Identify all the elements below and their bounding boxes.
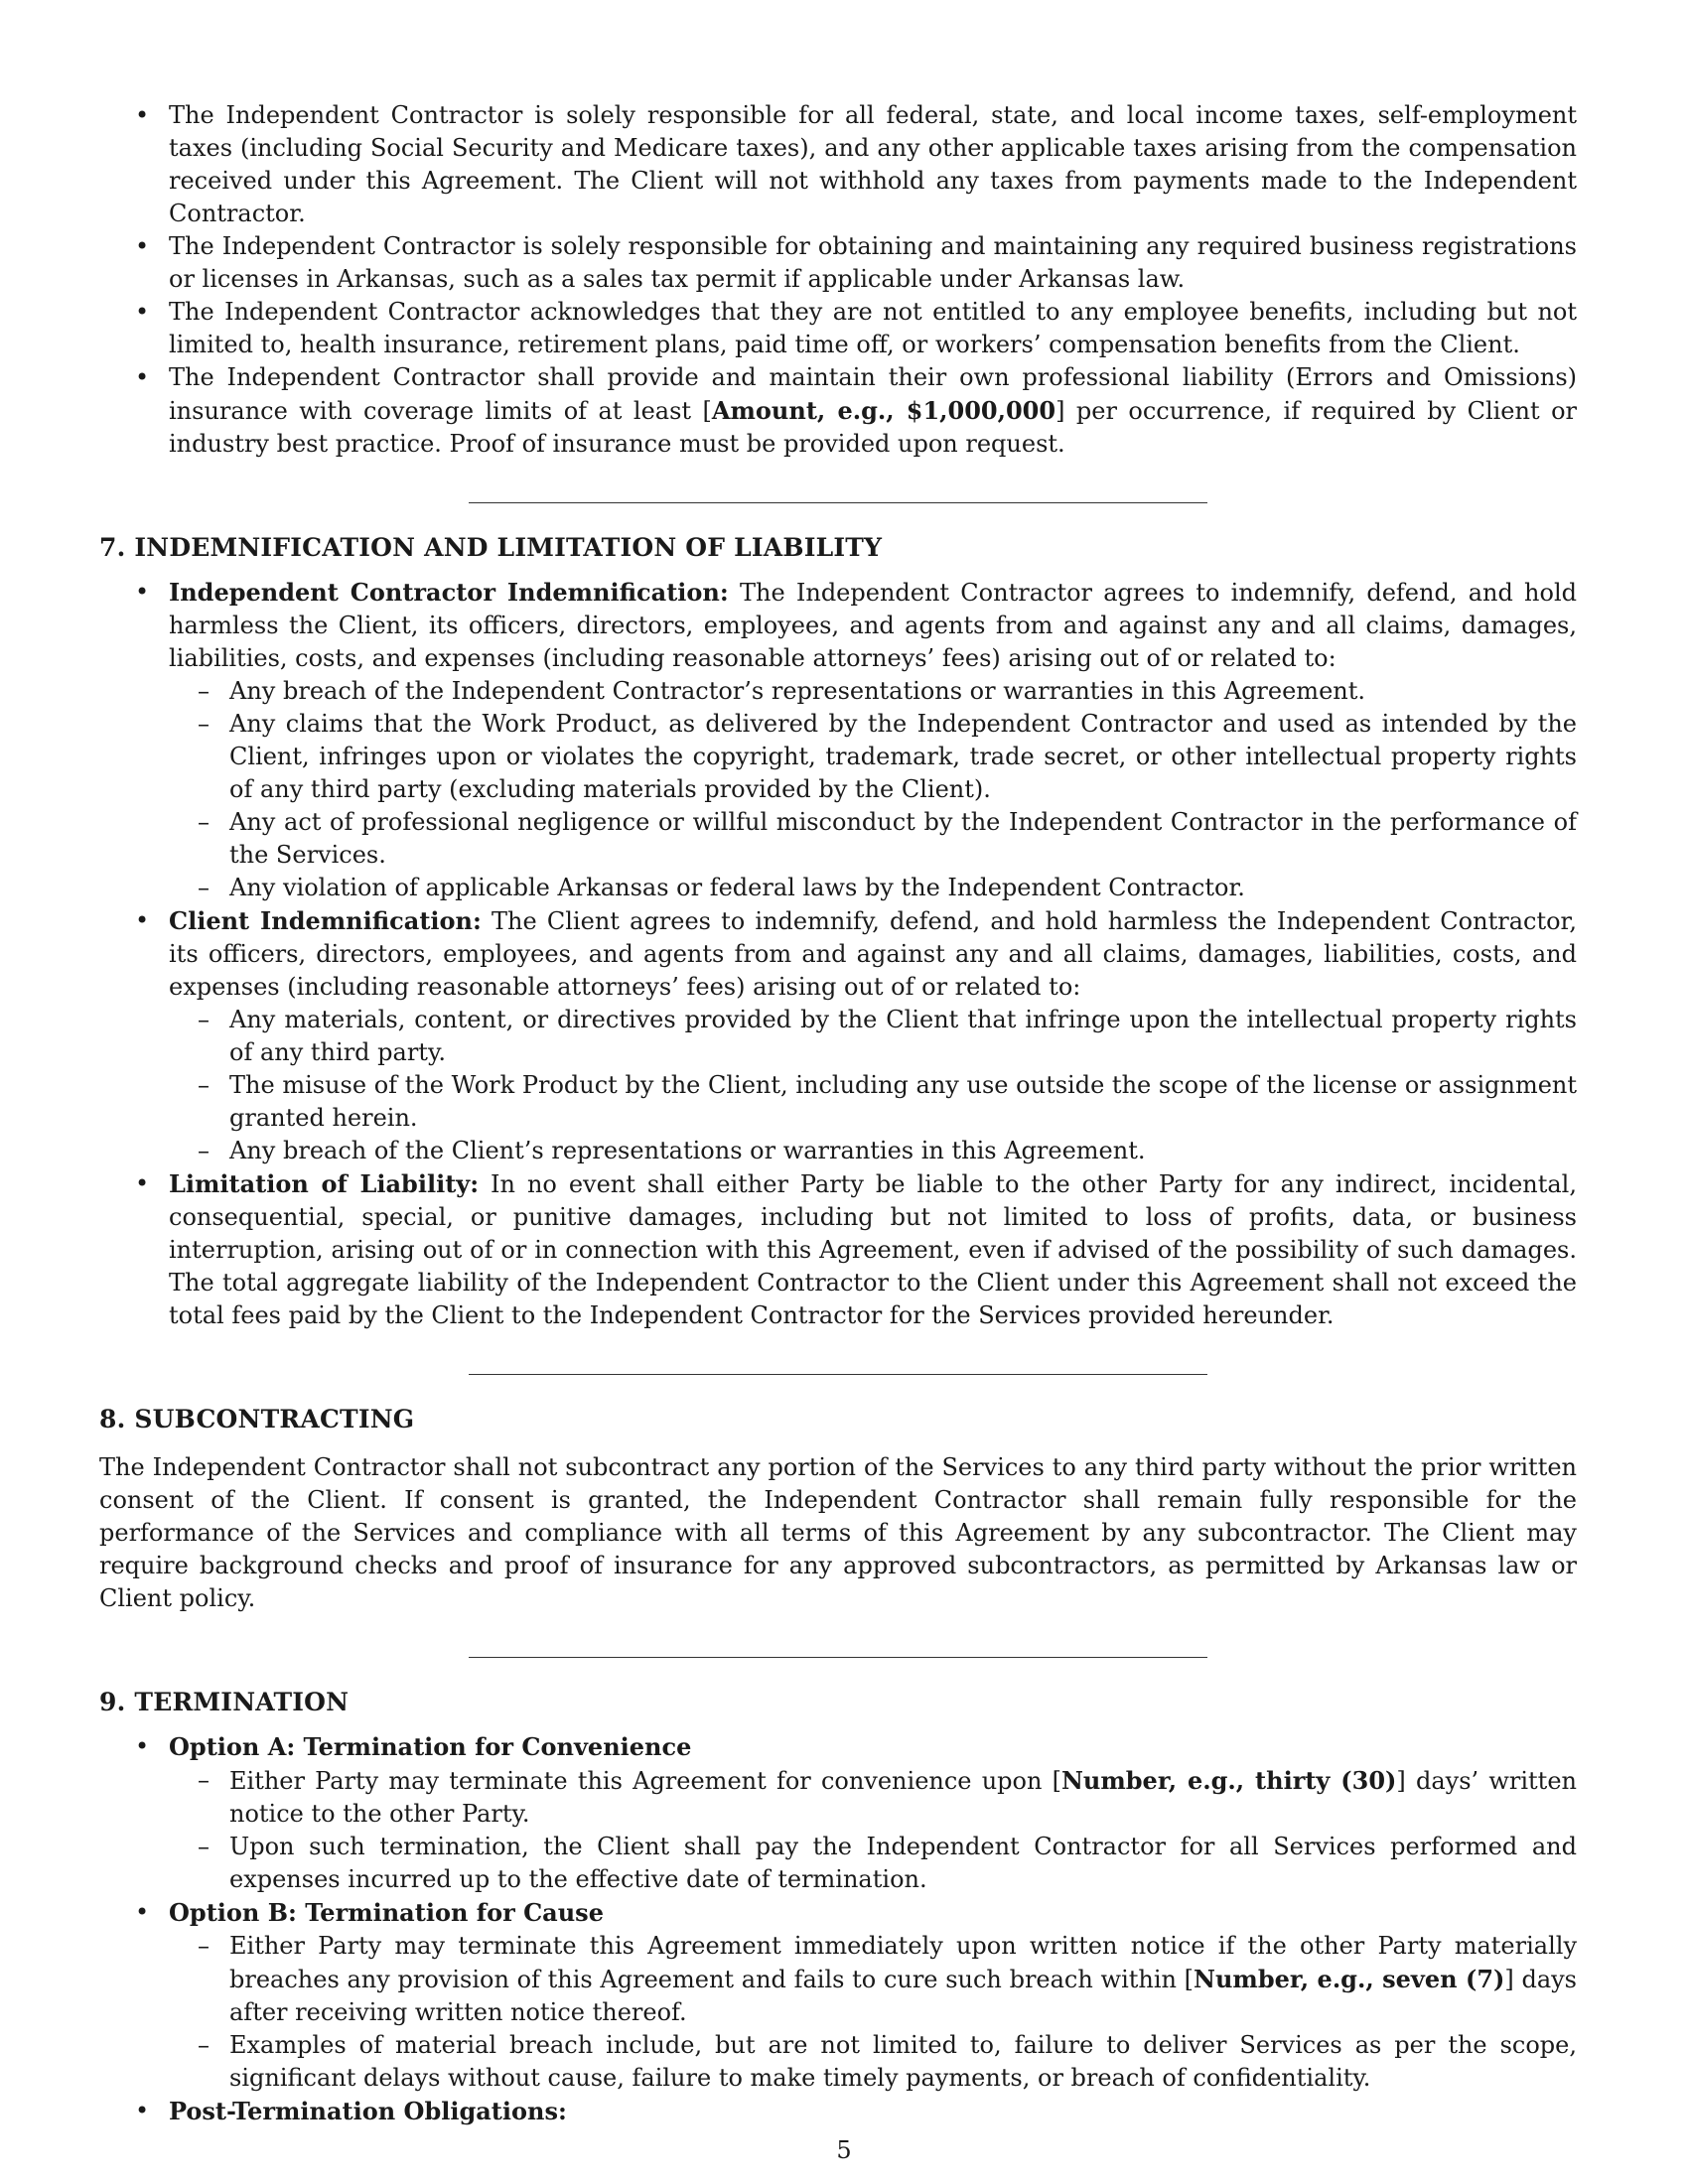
sub-list <box>169 1004 1577 1167</box>
placeholder-number: Number, e.g., seven (7) <box>1194 1965 1505 1993</box>
list-item-text: The Independent Contractor is solely responsible for obtaining and maintaining any required business registrations or licenses in Arkansas, such as a sales tax permit if applicable under Arkansas law. <box>169 232 1577 293</box>
sub-list-item: – Any act of professional negligence or willful misconduct by the Independent Contractor in the performance of the Services. <box>169 806 1577 872</box>
list-item <box>99 230 1577 296</box>
section-paragraph: The Independent Contractor shall not subcontract any portion of the Services to any third party without the prior written consent of the Client. If consent is granted, the Independent Contractor shall remain fully responsible for the performance of the Services and compliance with all terms of this Agreement by any subcontractor. The Client may require background checks and proof of insurance for any approved subcontractors, as permitted by Arkansas law or Client policy. <box>99 1453 1577 1612</box>
page-content <box>99 99 1577 2128</box>
list-item-text: The Independent Contractor shall provide and maintain their own professional liability (Errors and Omissions) insurance with coverage limits of at least [ <box>169 363 1577 425</box>
sub-list-item: – Any violation of applicable Arkansas or federal laws by the Independent Contractor. <box>169 872 1577 904</box>
sub-list-text: ] days after receiving written notice thereof. <box>229 1966 1577 2026</box>
sub-list-text: Either Party may terminate this Agreement immediately upon written notice if the other Party materially breaches any provision of this Agreement and fails to cure such breach within [ <box>229 1932 1577 1993</box>
section-heading: 7. INDEMNIFICATION AND LIMITATION OF LIABILITY <box>99 533 883 562</box>
sub-list-item: – Examples of material breach include, but are not limited to, failure to deliver Services as per the scope, significant delays without cause, failure to make timely payments, or breach of confidentiality. <box>169 2029 1577 2095</box>
sub-list-item: – Any claims that the Work Product, as delivered by the Independent Contractor and used as intended by the Client, infringes upon or violates the copyright, trademark, trade secret, or other intellectual property rights of any third party (excluding materials provided by the Client). <box>169 708 1577 806</box>
item-label: Limitation of Liability: <box>169 1169 480 1198</box>
list-item <box>99 361 1577 461</box>
list-item-text: The Independent Contractor is solely responsible for all federal, state, and local income taxes, self-employment taxes (including Social Security and Medicare taxes), and any other applicable taxes arising from the compensation received under this Agreement. The Client will not withhold any taxes from payments made to the Independent Contractor. <box>169 101 1577 227</box>
item-label: Option A: Termination for Convenience <box>169 1732 692 1761</box>
sub-list-item: – Any breach of the Client’s representations or warranties in this Agreement. <box>169 1135 1577 1167</box>
section-heading: 9. TERMINATION <box>99 1688 350 1716</box>
section-9-list <box>99 1730 1577 2128</box>
sub-list-item: – Upon such termination, the Client shall pay the Independent Contractor for all Services performed and expenses incurred up to the effective date of termination. <box>169 1831 1577 1896</box>
list-item <box>99 1730 1577 1896</box>
list-item <box>99 99 1577 230</box>
list-item <box>99 1167 1577 1332</box>
sub-list <box>169 1930 1577 2095</box>
list-item-text: The Independent Contractor agrees to indemnify, defend, and hold harmless the Client, its officers, directors, employees, and agents from and against any and all claims, damages, liabilities, costs, and expenses (including reasonable attorneys’ fees) arising out of or related to: <box>169 579 1577 672</box>
sub-list-item: – Any breach of the Independent Contractor’s representations or warranties in this Agreement. <box>169 675 1577 708</box>
item-label: Independent Contractor Indemnification: <box>169 578 729 607</box>
sub-list-item <box>169 1764 1577 1831</box>
placeholder-number: Number, e.g., thirty (30) <box>1060 1766 1397 1795</box>
sub-list <box>169 675 1577 904</box>
page-number: 5 <box>836 2136 852 2164</box>
sub-list-text: ] days’ written notice to the other Party. <box>229 1767 1577 1828</box>
list-item-text: The Independent Contractor acknowledges that they are not entitled to any employee benefits, including but not limited to, health insurance, retirement plans, paid time off, or workers’ compensation benefits from the Client. <box>169 298 1577 358</box>
item-label: Post-Termination Obligations: <box>169 2097 567 2125</box>
list-item <box>99 576 1577 904</box>
placeholder-amount: Amount, e.g., $1,000,000 <box>711 396 1056 425</box>
section-heading: 8. SUBCONTRACTING <box>99 1405 415 1433</box>
list-item <box>99 296 1577 361</box>
item-label: Option B: Termination for Cause <box>169 1898 604 1927</box>
section-divider <box>469 1374 1207 1375</box>
section-divider <box>469 1657 1207 1658</box>
section-divider <box>469 502 1207 503</box>
sub-list <box>169 1764 1577 1896</box>
list-item-text: ] per occurrence, if required by Client or industry best practice. Proof of insurance must be provided upon request. <box>169 397 1577 458</box>
section-7-list <box>99 576 1577 1332</box>
item-label: Client Indemnification: <box>169 906 482 935</box>
list-item-text: The Client agrees to indemnify, defend, and hold harmless the Independent Contractor, its officers, directors, employees, and agents from and against any and all claims, damages, liabilities, costs, and expenses (including reasonable attorneys’ fees) arising out of or related to: <box>169 907 1577 1001</box>
sub-list-item: – The misuse of the Work Product by the Client, including any use outside the scope of the license or assignment granted herein. <box>169 1069 1577 1135</box>
sub-list-item <box>169 1930 1577 2029</box>
list-item <box>99 1896 1577 2095</box>
sub-list-text: Either Party may terminate this Agreement for convenience upon [ <box>229 1767 1061 1795</box>
section-6-list <box>99 99 1577 461</box>
list-item <box>99 904 1577 1167</box>
list-item-text: In no event shall either Party be liable to the other Party for any indirect, incidental, consequential, special, or punitive damages, including but not limited to loss of profits, data, or business interruption, arising out of or in connection with this Agreement, even if advised of the possibility of such damages. The total aggregate liability of the Independent Contractor to the Client under this Agreement shall not exceed the total fees paid by the Client to the Independent Contractor for the Services provided hereunder. <box>169 1170 1577 1329</box>
list-item <box>99 2095 1577 2128</box>
sub-list-item: – Any materials, content, or directives provided by the Client that infringe upon the intellectual property rights of any third party. <box>169 1004 1577 1069</box>
